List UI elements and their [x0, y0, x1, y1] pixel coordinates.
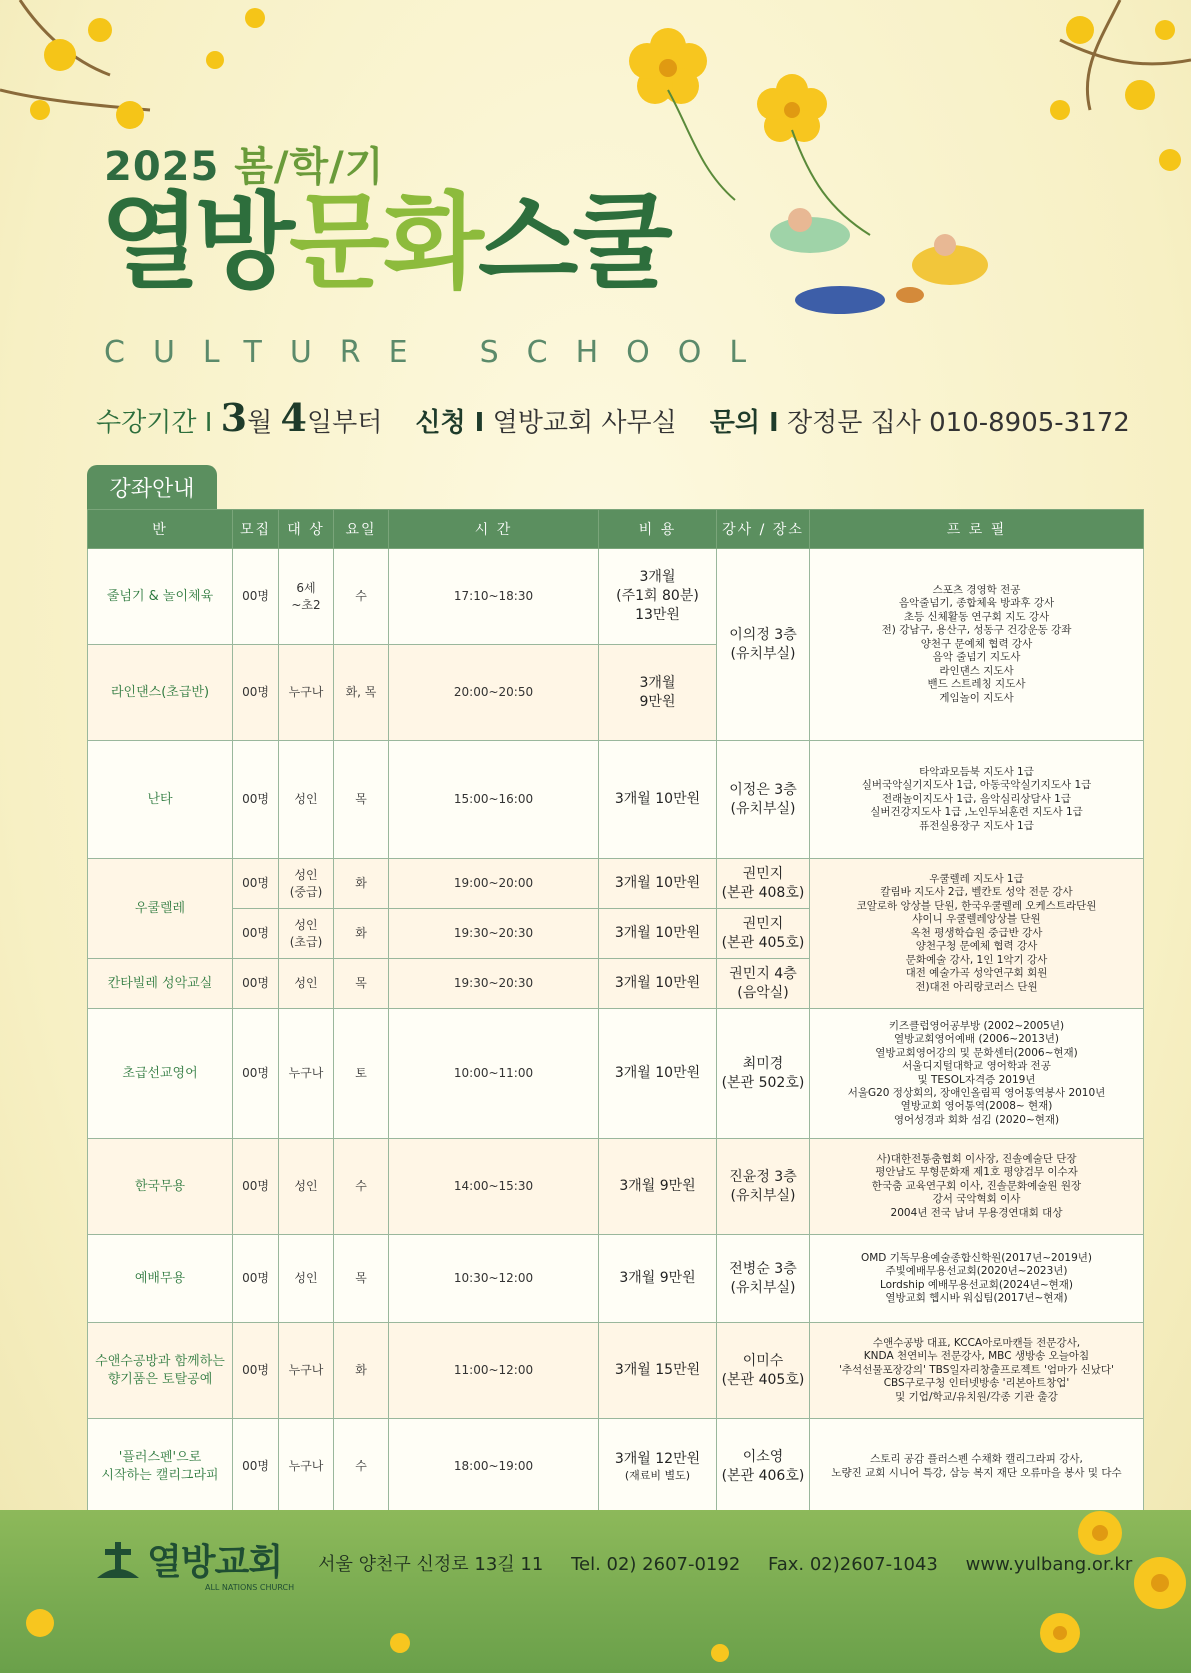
profile: 스토리 공감 플러스펜 수채화 캘리그라피 강사, 노량진 교회 시니어 특강, 삼능 복지 재단 오류마을 봉사 및 다수 — [810, 1419, 1144, 1515]
recruit: 00명 — [233, 645, 279, 741]
time: 10:30~12:00 — [389, 1235, 599, 1323]
instructor: 이미수 (본관 405호) — [717, 1323, 810, 1419]
day: 목 — [334, 741, 389, 859]
apply-value: 열방교회 사무실 — [492, 408, 677, 438]
class-name: 라인댄스(초급반) — [88, 645, 233, 741]
section-tab: 강좌안내 — [87, 465, 217, 509]
recruit: 00명 — [233, 859, 279, 909]
target: 성인 — [279, 1139, 334, 1235]
day: 수 — [334, 1419, 389, 1515]
col-header-profile: 프 로 필 — [810, 510, 1144, 549]
table-row — [88, 1323, 1144, 1419]
class-name: 난타 — [88, 741, 233, 859]
cost: 3개월 10만원 — [599, 1009, 717, 1139]
page-subtitle — [104, 335, 774, 370]
term: 봄/학/기 — [234, 144, 385, 190]
target: 성인 (초급) — [279, 909, 334, 959]
cost: 3개월 9만원 — [599, 1235, 717, 1323]
instructor: 권민지 (본관 405호) — [717, 909, 810, 959]
target: 6세 ~초2 — [279, 549, 334, 645]
info-line — [96, 395, 1156, 440]
instructor: 이의정 3층 (유치부실) — [717, 549, 810, 741]
col-header-time: 시 간 — [389, 510, 599, 549]
time: 14:00~15:30 — [389, 1139, 599, 1235]
title-part-3: 스쿨 — [477, 181, 667, 303]
cost: 3개월 10만원 — [599, 859, 717, 909]
class-name: 수앤수공방과 함께하는 향기품은 토탈공예 — [88, 1323, 233, 1419]
time: 19:30~20:30 — [389, 909, 599, 959]
page-title — [100, 181, 667, 303]
target: 누구나 — [279, 645, 334, 741]
profile: 타악과모듬북 지도사 1급 실버국악실기지도사 1급, 아동국악실기지도사 1급 전래놀이지도사 1급, 음악심리상담사 1급 실버건강지도사 1급 ,노인두뇌훈련 지도사 1급 퓨전실용장구 지도사 1급 — [810, 741, 1144, 859]
class-name: 예배무용 — [88, 1235, 233, 1323]
recruit: 00명 — [233, 741, 279, 859]
time: 18:00~19:00 — [389, 1419, 599, 1515]
day: 화 — [334, 909, 389, 959]
day: 목 — [334, 959, 389, 1009]
cost: 3개월 10만원 — [599, 741, 717, 859]
instructor: 전병순 3층 (유치부실) — [717, 1235, 810, 1323]
target: 성인 — [279, 1235, 334, 1323]
year: 2025 — [104, 144, 220, 190]
cost-note: (재료비 별도) — [624, 1468, 691, 1482]
col-header-instructor: 강사 / 장소 — [717, 510, 810, 549]
class-name: 한국무용 — [88, 1139, 233, 1235]
contact-value: 장정문 집사 010-8905-3172 — [787, 408, 1130, 438]
table-row — [88, 1009, 1144, 1139]
telephone: Tel. 02) 2607-0192 — [571, 1554, 741, 1575]
recruit: 00명 — [233, 1009, 279, 1139]
table-row — [88, 1235, 1144, 1323]
class-name: 칸타빌레 성악교실 — [88, 959, 233, 1009]
contact-info — [318, 1550, 1154, 1576]
instructor: 이정은 3층 (유치부실) — [717, 741, 810, 859]
day: 수 — [334, 549, 389, 645]
day: 화 — [334, 1323, 389, 1419]
cost-value: 3개월 12만원 — [614, 1450, 701, 1467]
period-label: 수강기간 I — [96, 408, 213, 438]
subtitle-word-2: SCHOOL — [479, 335, 775, 370]
recruit: 00명 — [233, 959, 279, 1009]
profile: 우쿨렐레 지도사 1급 칼림바 지도사 2급, 벨칸토 성악 전문 강사 코알로하 앙상블 단원, 한국우쿨렐레 오케스트라단원 샤이니 우쿨렐레앙상블 단원 옥천 평생학습원 중급반 강사 양천구청 문예체 협력 강사 문화예술 강사, 1인 1악기 강사 대전 예술가곡 성악연구회 회원 전)대전 아리랑코러스 단원 — [810, 859, 1144, 1009]
target: 성인 — [279, 959, 334, 1009]
title-part-1: 열방 — [100, 181, 289, 303]
target: 성인 (중급) — [279, 859, 334, 909]
fax: Fax. 02)2607-1043 — [768, 1554, 938, 1575]
profile: 수앤수공방 대표, KCCA아로마캔들 전문강사, KNDA 천연비누 전문강사, MBC 생방송 오늘아침 '추석선물포장강의' TBS일자리창출프로젝트 '엄마가 신났다' CBS구로구청 인터넷방송 '리본아트창업' 및 기업/학교/유치원/각종 기관 출강 — [810, 1323, 1144, 1419]
instructor: 진윤정 3층 (유치부실) — [717, 1139, 810, 1235]
profile: 스포츠 경영학 전공 음악줄넘기, 종합체육 방과후 강사 초등 신체활동 연구회 지도 강사 전) 강남구, 용산구, 성동구 건강운동 강좌 양천구 문예체 협력 강사 음악 줄넘기 지도사 라인댄스 지도사 밴드 스트레칭 지도사 게임놀이 지도사 — [810, 549, 1144, 741]
website-link[interactable]: www.yulbang.or.kr — [965, 1554, 1133, 1575]
address: 서울 양천구 신정로 13길 11 — [318, 1554, 544, 1575]
cost: 3개월 15만원 — [599, 1323, 717, 1419]
col-header-target: 대 상 — [279, 510, 334, 549]
contact-label: 문의 I — [709, 408, 779, 438]
table-row — [88, 859, 1144, 909]
footer — [95, 1528, 1133, 1598]
apply-label: 신청 I — [415, 408, 485, 438]
day: 화, 목 — [334, 645, 389, 741]
table-row — [88, 1139, 1144, 1235]
time: 20:00~20:50 — [389, 645, 599, 741]
target: 성인 — [279, 741, 334, 859]
day: 화 — [334, 859, 389, 909]
recruit: 00명 — [233, 549, 279, 645]
cost: 3개월 9만원 — [599, 1139, 717, 1235]
class-name: 우쿨렐레 — [88, 859, 233, 959]
recruit: 00명 — [233, 1419, 279, 1515]
recruit: 00명 — [233, 1323, 279, 1419]
logo-subtext: ALL NATIONS CHURCH — [205, 1583, 295, 1592]
table-row — [88, 549, 1144, 645]
instructor: 이소영 (본관 406호) — [717, 1419, 810, 1515]
time: 11:00~12:00 — [389, 1323, 599, 1419]
col-header-class: 반 — [88, 510, 233, 549]
instructor: 최미경 (본관 502호) — [717, 1009, 810, 1139]
class-name: 줄넘기 & 놀이체육 — [88, 549, 233, 645]
title-part-2: 문화 — [288, 181, 478, 303]
instructor: 권민지 4층 (음악실) — [717, 959, 810, 1009]
time: 10:00~11:00 — [389, 1009, 599, 1139]
time: 17:10~18:30 — [389, 549, 599, 645]
col-header-day: 요일 — [334, 510, 389, 549]
profile: 키즈클럽영어공부방 (2002~2005년) 열방교회영어예배 (2006~2013년) 열방교회영어강의 및 문화센터(2006~현재) 서울디지털대학교 영어학과 전공 및 TESOL자격증 2019년 서울G20 정상회의, 장애인올림픽 영어통역봉사 2010년 열방교회 영어통역(2008~ 현재) 영어성경과 회화 섬김 (2020~현재) — [810, 1009, 1144, 1139]
logo-mark-icon — [95, 1540, 141, 1580]
day-number: 4 — [280, 395, 307, 440]
day: 수 — [334, 1139, 389, 1235]
instructor: 권민지 (본관 408호) — [717, 859, 810, 909]
recruit: 00명 — [233, 909, 279, 959]
day: 토 — [334, 1009, 389, 1139]
table-row — [88, 741, 1144, 859]
profile: 사)대한전통춤협회 이사장, 진솔예술단 단장 평안남도 무형문화재 제1호 평양검무 이수자 한국춤 교육연구회 이사, 진솔문화예술원 원장 강서 국악혁회 이사 2004년 전국 남녀 무용경연대회 대상 — [810, 1139, 1144, 1235]
cost: 3개월 10만원 — [599, 909, 717, 959]
col-header-recruit: 모집 — [233, 510, 279, 549]
recruit: 00명 — [233, 1235, 279, 1323]
cost: 3개월 10만원 — [599, 959, 717, 1009]
month-unit: 월 — [247, 408, 273, 438]
flying-people-illustration — [770, 208, 988, 314]
target: 누구나 — [279, 1009, 334, 1139]
cost: 3개월 (주1회 80분) 13만원 — [599, 549, 717, 645]
table-header-row — [88, 510, 1144, 549]
cost: 3개월 9만원 — [599, 645, 717, 741]
time: 19:00~20:00 — [389, 859, 599, 909]
class-name: 초급선교영어 — [88, 1009, 233, 1139]
col-header-cost: 비 용 — [599, 510, 717, 549]
flower-icon — [629, 28, 707, 104]
day-unit: 일부터 — [306, 408, 383, 438]
class-name: '플러스펜'으로 시작하는 캘리그라피 — [88, 1419, 233, 1515]
day: 목 — [334, 1235, 389, 1323]
logo-text: 열방교회 — [147, 1542, 283, 1583]
target: 누구나 — [279, 1323, 334, 1419]
month-number: 3 — [220, 395, 248, 440]
recruit: 00명 — [233, 1139, 279, 1235]
church-logo — [95, 1534, 294, 1592]
profile: OMD 기독무용예술종합신학원(2017년~2019년) 주빛예배무용선교회(2020년~2023년) Lordship 예배무용선교회(2024년~현재) 열방교회 헵시바 워십팀(2017년~현재) — [810, 1235, 1144, 1323]
course-table — [87, 509, 1144, 1515]
time: 15:00~16:00 — [389, 741, 599, 859]
target: 누구나 — [279, 1419, 334, 1515]
time: 19:30~20:30 — [389, 959, 599, 1009]
subtitle-word-1: CULTURE — [104, 335, 436, 370]
